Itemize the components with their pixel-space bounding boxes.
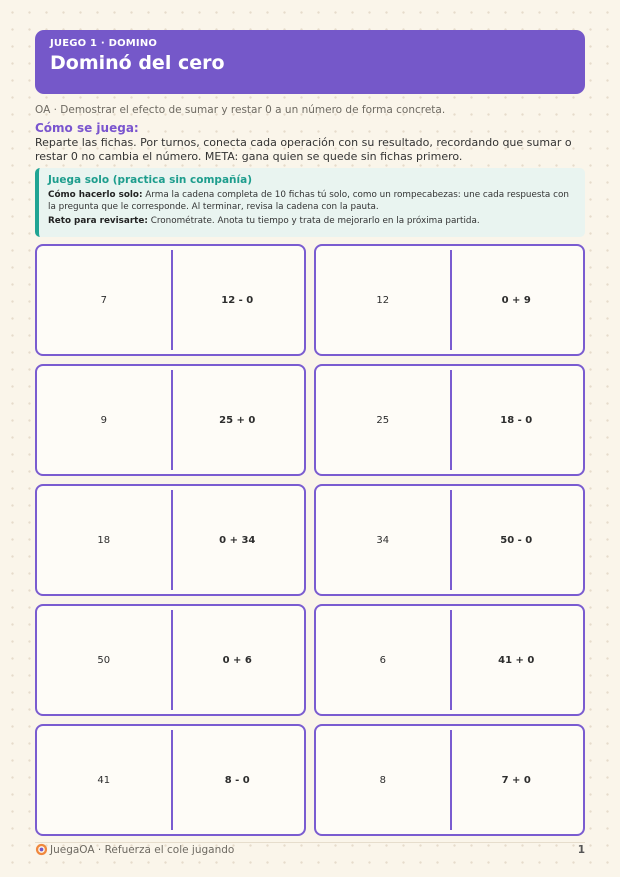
tile-result: 6 bbox=[379, 654, 386, 666]
tile-result: 41 bbox=[97, 774, 111, 786]
footer bbox=[35, 843, 585, 857]
tile-result: 12 bbox=[376, 294, 390, 306]
solo-title: Juega solo (practica sin compañía) bbox=[48, 174, 252, 186]
domino-tile bbox=[35, 484, 306, 596]
solo-how-label: Cómo hacerlo solo: bbox=[48, 190, 143, 200]
tile-operation: 50 - 0 bbox=[500, 534, 533, 546]
tile-result: 18 bbox=[97, 534, 111, 546]
solo-challenge-line bbox=[48, 215, 575, 227]
tile-result: 8 bbox=[379, 774, 386, 786]
tile-operation: 12 - 0 bbox=[221, 294, 254, 306]
tile-result: 7 bbox=[100, 294, 107, 306]
tile-operation: 18 - 0 bbox=[500, 414, 533, 426]
page-number: 1 bbox=[577, 844, 585, 856]
domino-tile bbox=[35, 244, 306, 356]
tile-operation: 0 + 6 bbox=[222, 654, 252, 666]
domino-tile bbox=[314, 364, 585, 476]
how-to-text: Reparte las fichas. Por turnos, conecta cada operación con su resultado, recordando que sumar o restar 0 no cambia el número. META: gana quien se quede sin fichas primero. bbox=[35, 136, 572, 163]
learning-objective: OA · Demostrar el efecto de sumar y restar 0 a un número de forma concreta. bbox=[35, 104, 446, 116]
solo-challenge-label: Reto para revisarte: bbox=[48, 216, 148, 226]
domino-tile bbox=[35, 364, 306, 476]
page-title: Dominó del cero bbox=[50, 52, 225, 74]
tile-result: 34 bbox=[376, 534, 390, 546]
solo-how-text: Arma la cadena completa de 10 fichas tú solo, como un rompecabezas: une cada respuesta con la pregunta que le corresponde. Al terminar, revisa la cadena con la pauta. bbox=[48, 190, 569, 212]
solo-challenge-text: Cronométrate. Anota tu tiempo y trata de mejorarlo en la próxima partida. bbox=[150, 216, 480, 226]
how-to-heading: Cómo se juega: bbox=[35, 121, 139, 135]
footer-brand: JuegaOA · Refuerza el cole jugando bbox=[50, 844, 235, 856]
tile-operation: 0 + 9 bbox=[501, 294, 531, 306]
tile-result: 50 bbox=[97, 654, 111, 666]
tile-operation: 25 + 0 bbox=[219, 414, 256, 426]
tile-operation: 0 + 34 bbox=[219, 534, 256, 546]
domino-tile bbox=[35, 604, 306, 716]
solo-how-line bbox=[48, 189, 575, 213]
game-kicker: JUEGO 1 · DOMINO bbox=[50, 38, 158, 49]
domino-tile bbox=[314, 484, 585, 596]
tile-operation: 41 + 0 bbox=[498, 654, 535, 666]
domino-tile bbox=[314, 724, 585, 836]
game-header bbox=[35, 30, 585, 94]
tile-operation: 7 + 0 bbox=[501, 774, 531, 786]
domino-tile bbox=[314, 244, 585, 356]
tile-operation: 8 - 0 bbox=[224, 774, 250, 786]
solo-play-box bbox=[35, 168, 585, 237]
target-icon bbox=[35, 843, 48, 856]
domino-tile bbox=[35, 724, 306, 836]
tile-result: 9 bbox=[100, 414, 107, 426]
tile-result: 25 bbox=[376, 414, 390, 426]
domino-tile bbox=[314, 604, 585, 716]
